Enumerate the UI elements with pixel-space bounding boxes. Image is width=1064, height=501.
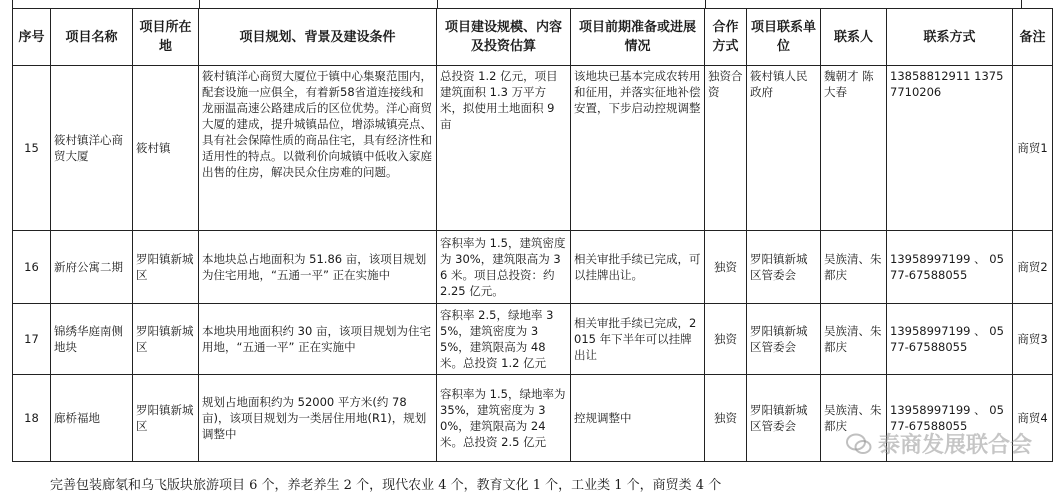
header-mode: 合作方式 — [705, 9, 747, 66]
header-seq: 序号 — [13, 9, 51, 66]
cell-seq: 15 — [13, 66, 51, 231]
cell-seq: 18 — [13, 375, 51, 462]
cell-background: 筱村镇洋心商贸大厦位于镇中心集聚范围内，配套设施一应俱全，有着新58省道连接线和龙丽温高速公路建成后的区位优势。洋心商贸大厦的建成，提升城镇品位，增添城镇亮点、具有社会保障性质的商品住宅，具有经济性和适用性的特点。以微利价向城镇中低收入家庭出售的住房，解决民众住房难的问题。 — [199, 66, 437, 231]
cell-scale: 容积率 2.5，绿地率 35%，建筑密度为 35%，建筑限高为 48 米。总投资 1.2 亿元 — [437, 304, 571, 375]
cell-contact: 吴族清、朱都庆 — [821, 304, 887, 375]
header-location: 项目所在地 — [133, 9, 199, 66]
top-border-fragment — [12, 0, 1053, 8]
cell-contact: 吴族清、朱都庆 — [821, 231, 887, 304]
header-scale: 项目建设规模、内容及投资估算 — [437, 9, 571, 66]
cell-unit: 罗阳镇新城区管委会 — [747, 304, 821, 375]
document-page — [12, 8, 1052, 462]
table-header-row — [13, 9, 1053, 66]
cell-location: 筱村镇 — [133, 66, 199, 231]
watermark-text: 泰商发展联合会 — [877, 433, 1032, 458]
cell-phone: 13958997199 、 0577-67588055 — [887, 231, 1013, 304]
cell-location: 罗阳镇新城区 — [133, 231, 199, 304]
cell-phone: 13958997199 、 0577-67588055 — [887, 304, 1013, 375]
cell-mode: 独资 — [705, 304, 747, 375]
cell-unit: 罗阳镇新城区管委会 — [747, 375, 821, 462]
cell-background: 规划占地面积约为 52000 平方米(约 78 亩)，该项目规划为一类居住用地(R1)，规划调整中 — [199, 375, 437, 462]
header-unit: 项目联系单位 — [747, 9, 821, 66]
cell-background: 本地块用地面积约 30 亩，该项目规划为住宅用地，“五通一平” 正在实施中 — [199, 304, 437, 375]
cell-background: 本地块总占地面积为 51.86 亩，该项目规划为住宅用地，“五通一平” 正在实施中 — [199, 231, 437, 304]
cell-name: 廊桥福地 — [51, 375, 133, 462]
cell-mode: 独资合资 — [705, 66, 747, 231]
cell-name: 筱村镇洋心商贸大厦 — [51, 66, 133, 231]
cell-note: 商贸1 — [1013, 66, 1053, 231]
header-preparation: 项目前期准备或进展情况 — [571, 9, 705, 66]
cell-name: 新府公寓二期 — [51, 231, 133, 304]
cell-preparation: 该地块已基本完成农转用和征用，并落实征地补偿安置，下步启动控规调整 — [571, 66, 705, 231]
cell-location: 罗阳镇新城区 — [133, 304, 199, 375]
cell-contact: 魏朝才 陈大春 — [821, 66, 887, 231]
project-table — [12, 8, 1053, 462]
table-row — [13, 304, 1053, 375]
watermark — [846, 428, 1032, 459]
header-contact: 联系人 — [821, 9, 887, 66]
table-row — [13, 66, 1053, 231]
header-phone: 联系方式 — [887, 9, 1013, 66]
cell-phone: 13958997199 、 0577-67588055 — [887, 375, 1013, 462]
cell-unit: 罗阳镇新城区管委会 — [747, 231, 821, 304]
wechat-icon — [846, 433, 872, 455]
cell-name: 锦绣华庭南侧地块 — [51, 304, 133, 375]
header-note: 备注 — [1013, 9, 1053, 66]
cell-seq: 16 — [13, 231, 51, 304]
cell-phone: 13858812911 13757710206 — [887, 66, 1013, 231]
cell-scale: 容积率为 1.5，绿地率为 35%，建筑密度为 30%，建筑限高为 24 米。总投资 2.5 亿元 — [437, 375, 571, 462]
cell-note: 商贸4 — [1013, 375, 1053, 462]
cell-unit: 筱村镇人民政府 — [747, 66, 821, 231]
cell-note: 商贸2 — [1013, 231, 1053, 304]
cell-scale: 容积率为 1.5，建筑密度为 30%，建筑限高为 36 米。项目总投资：约 2.25 亿元。 — [437, 231, 571, 304]
cell-seq: 17 — [13, 304, 51, 375]
cell-scale: 总投资 1.2 亿元，项目建筑面积 1.3 万平方米，拟使用土地面积 9 亩 — [437, 66, 571, 231]
header-name: 项目名称 — [51, 9, 133, 66]
footer-summary: 完善包装廊氡和乌飞版块旅游项目 6 个，养老养生 2 个，现代农业 4 个，教育文化 1 个，工业类 1 个，商贸类 4 个 — [50, 478, 722, 493]
cell-preparation: 相关审批手续已完成，可以挂牌出让。 — [571, 231, 705, 304]
cell-note: 商贸3 — [1013, 304, 1053, 375]
cell-mode: 独资 — [705, 231, 747, 304]
cell-mode: 独资 — [705, 375, 747, 462]
header-background: 项目规划、背景及建设条件 — [199, 9, 437, 66]
cell-contact: 吴族清、朱都庆 — [821, 375, 887, 462]
table-row — [13, 231, 1053, 304]
cell-location: 罗阳镇新城区 — [133, 375, 199, 462]
cell-preparation: 相关审批手续已完成，2015 年下半年可以挂牌出让 — [571, 304, 705, 375]
cell-preparation: 控规调整中 — [571, 375, 705, 462]
